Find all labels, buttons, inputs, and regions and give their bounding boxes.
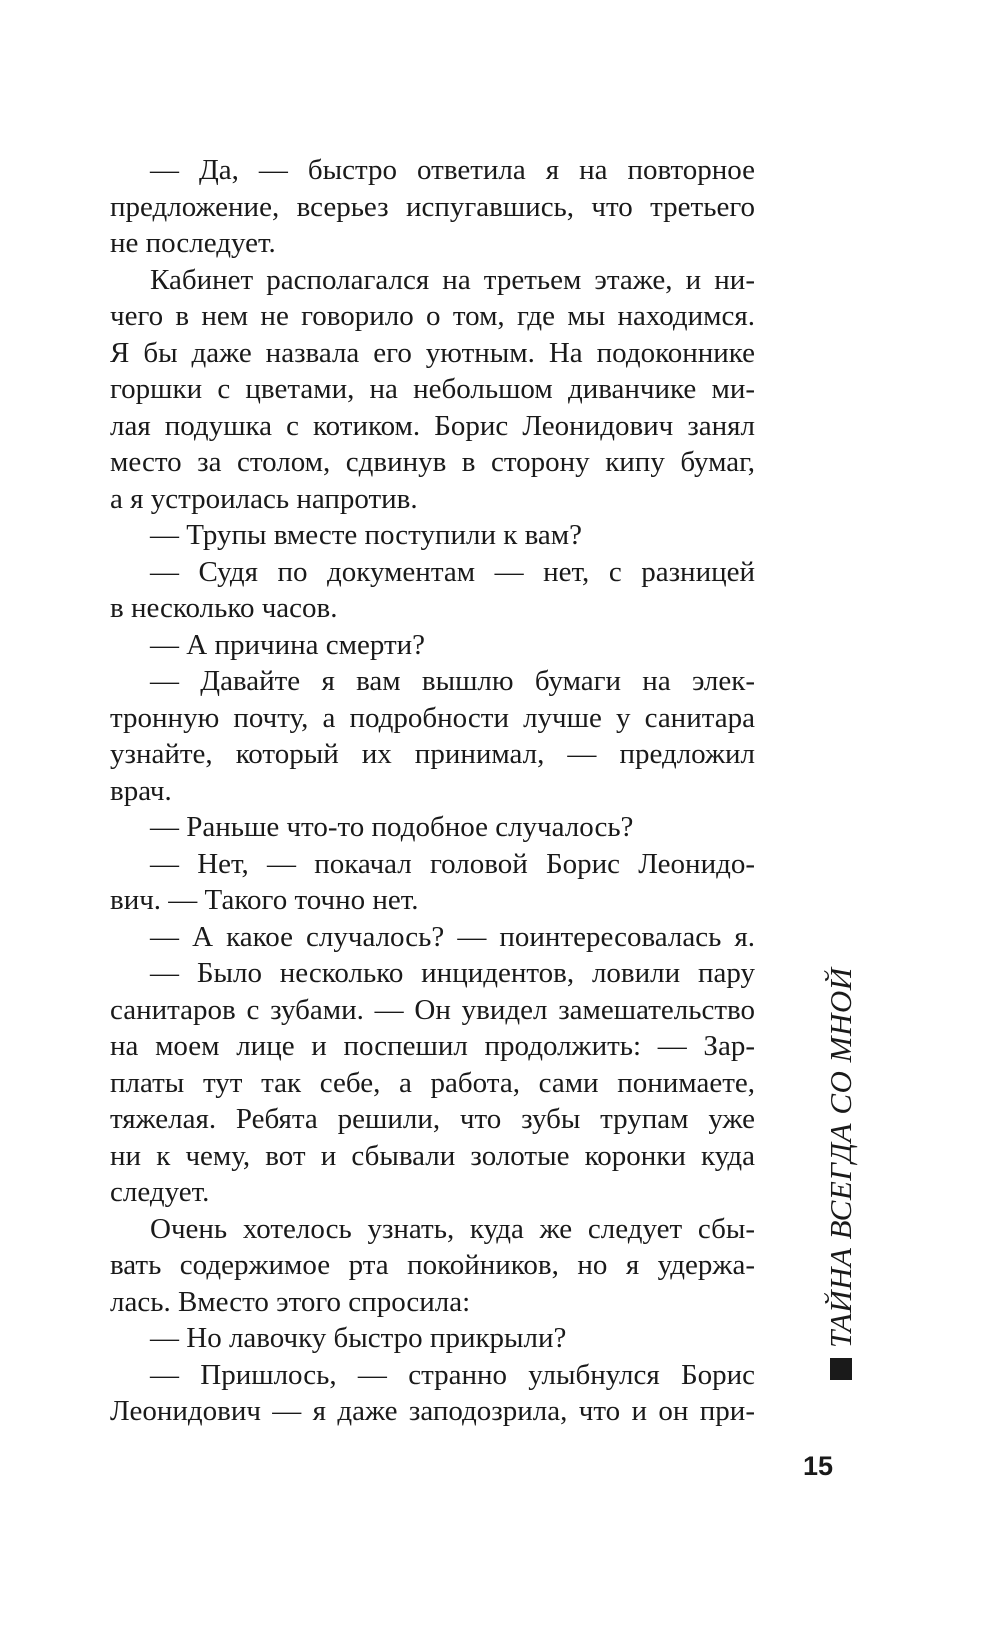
text-line: чего в нем не говорило о том, где мы находимся. (110, 300, 755, 332)
page-number: 15 (803, 1451, 834, 1481)
text-line: место за столом, сдвинув в сторону кипу бумаг, (110, 446, 755, 478)
text-line: — Но лавочку быстро прикрыли? (150, 1322, 567, 1354)
text-line: — Судя по документам — нет, с разницей (150, 555, 755, 588)
text-line: Очень хотелось узнать, куда же следует сбы- (150, 1212, 755, 1245)
text-line: вич. — Такого точно нет. (110, 884, 419, 916)
text-line: тяжелая. Ребята решили, что зубы трупам уже (110, 1103, 755, 1135)
text-line: следует. (110, 1176, 210, 1208)
running-title-text: ТАЙНА ВСЕГДА СО МНОЙ (823, 967, 858, 1348)
text-line: — Нет, — покачал головой Борис Леонидо- (150, 847, 755, 880)
text-line: лая подушка с котиком. Борис Леонидович занял (110, 409, 755, 442)
text-line: предложение, всерьез испугавшись, что третьего (110, 190, 755, 223)
text-line: — Раньше что-то подобное случалось? (150, 811, 634, 843)
text-line: Я бы даже назвала его уютным. На подоконнике (110, 336, 755, 369)
text-line: тронную почту, а подробности лучше у санитара (110, 701, 755, 734)
page-body-text (110, 152, 755, 1430)
text-line: — Давайте я вам вышлю бумаги на элек- (150, 665, 755, 697)
text-line: врач. (110, 774, 172, 807)
text-line: в несколько часов. (110, 592, 338, 624)
text-line: не последует. (110, 227, 276, 259)
text-line: платы тут так себе, а работа, сами понимаете, (110, 1066, 755, 1099)
text-line: Леонидович — я даже заподозрила, что и он при- (110, 1395, 755, 1427)
text-line: — А какое случалось? — поинтересовалась я. (150, 920, 755, 953)
text-line: — Пришлось, — странно улыбнулся Борис (150, 1358, 755, 1391)
text-line: вать содержимое рта покойников, но я удержа- (110, 1249, 755, 1281)
text-line: — А причина смерти? (150, 628, 426, 661)
text-line: горшки с цветами, на небольшом диванчике ми- (110, 373, 755, 405)
text-line: Кабинет располагался на третьем этаже, и ни- (150, 263, 755, 296)
text-line: узнайте, который их принимал, — предложил (110, 738, 755, 770)
text-line: ни к чему, вот и сбывали золотые коронки куда (110, 1139, 755, 1172)
text-line: санитаров с зубами. — Он увидел замешательство (110, 993, 755, 1026)
square-bullet-icon (830, 1358, 852, 1380)
text-line: лась. Вместо этого спросила: (110, 1285, 471, 1318)
text-line: — Было несколько инцидентов, ловили пару (150, 957, 755, 989)
text-line: — Трупы вместе поступили к вам? (150, 519, 582, 551)
text-line: на моем лице и поспешил продолжить: — Зар- (110, 1030, 755, 1062)
text-line: — Да, — быстро ответила я на повторное (150, 154, 755, 186)
text-line: а я устроилась напротив. (110, 482, 418, 515)
